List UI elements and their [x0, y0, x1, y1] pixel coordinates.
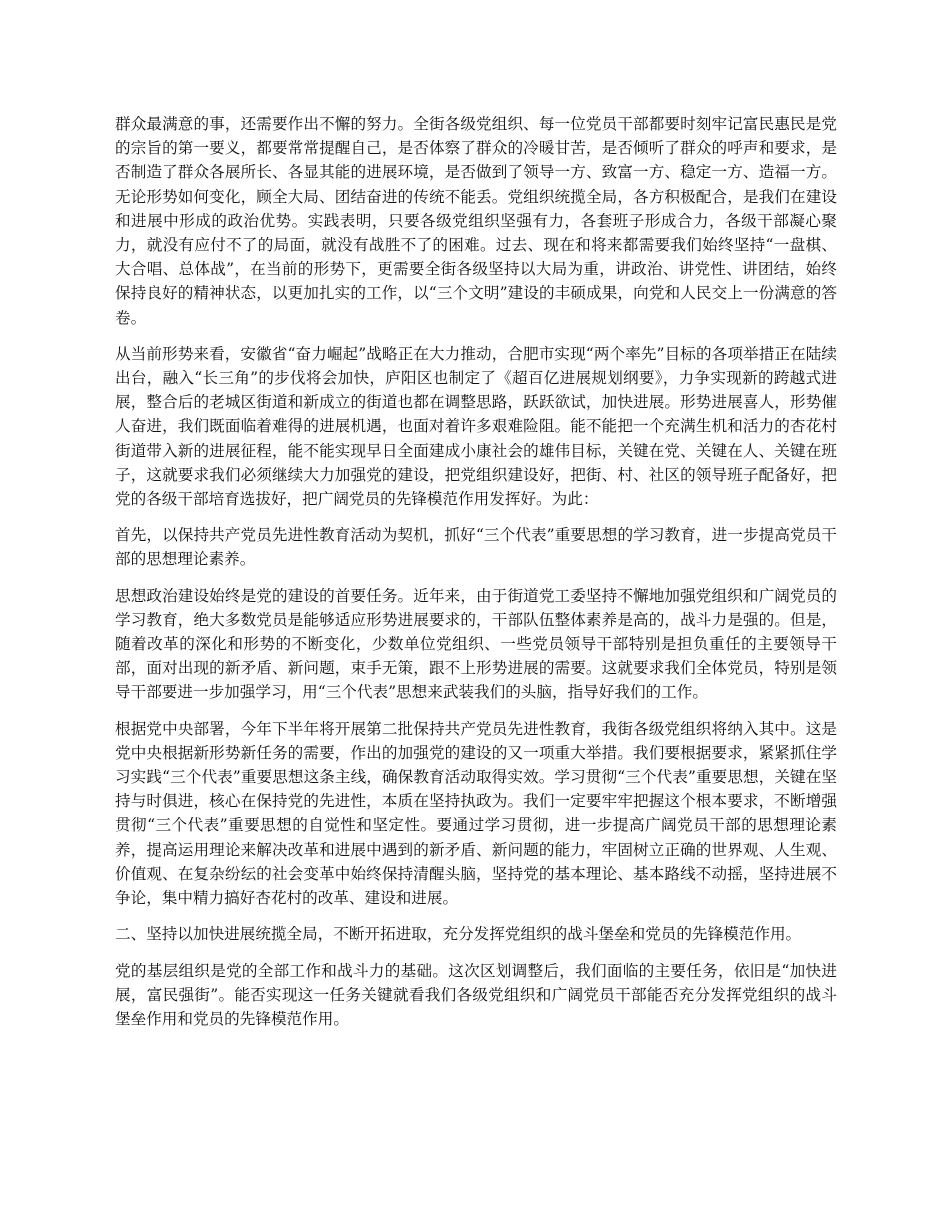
- paragraph-2: 从当前形势来看，安徽省“奋力崛起”战略正在大力推动，合肥市实现“两个率先”目标的各项举措正在陆续出台，融入“长三角”的步伐将会加快，庐阳区也制定了《超百亿进展规划纲要》，力争实现新的跨越式进展，整合后的老城区街道和新成立的街道也都在调整思路，跃跃欲试，加快进展。形势进展喜人，形势催人奋进，我们既面临着难得的进展机遇，也面对着许多艰难险阻。能不能把一个充满生机和活力的杏花村街道带入新的进展征程，能不能实现早日全面建成小康社会的雄伟目标，关键在党、关键在人、关键在班子，这就要求我们必须继续大力加强党的建设，把党组织建设好，把街、村、社区的领导班子配备好，把党的各级干部培育选拔好，把广阔党员的先锋模范作用发挥好。为此：: [115, 344, 837, 509]
- paragraph-7: 党的基层组织是党的全部工作和战斗力的基础。这次区划调整后，我们面临的主要任务，依旧是“加快进展，富民强街”。能否实现这一任务关键就看我们各级党组织和广阔党员干部能否充分发挥党组织的战斗堡垒作用和党员的先锋模范作用。: [115, 961, 837, 1028]
- paragraph-4: 思想政治建设始终是党的建设的首要任务。近年来，由于街道党工委坚持不懈地加强党组织和广阔党员的学习教育，绝大多数党员是能够适应形势进展要求的，干部队伍整体素养是高的，战斗力是强的。但是，随着改革的深化和形势的不断变化，少数单位党组织、一些党员领导干部特别是担负重任的主要领导干部，面对出现的新矛盾、新问题，束手无策，跟不上形势进展的需要。这就要求我们全体党员，特别是领导干部要进一步加强学习，用“三个代表”思想来武装我们的头脑，指导好我们的工作。: [115, 586, 837, 702]
- section-heading-2: 二、坚持以加快进展统揽全局，不断开拓进取，充分发挥党组织的战斗堡垒和党员的先锋模范作用。: [115, 925, 802, 944]
- document-page: [115, 112, 837, 1043]
- paragraph-5: 根据党中央部署，今年下半年将开展第二批保持共产党员先进性教育，我街各级党组织将纳入其中。这是党中央根据新形势新任务的需要，作出的加强党的建设的又一项重大举措。我们要根据要求，紧紧抓住学习实践“三个代表”重要思想这条主线，确保教育活动取得实效。学习贯彻“三个代表”重要思想，关键在坚持与时俱进，核心在保持党的先进性，本质在坚持执政为。我们一定要牢牢把握这个根本要求，不断增强贯彻“三个代表”重要思想的自觉性和坚定性。要通过学习贯彻，进一步提高广阔党员干部的思想理论素养，提高运用理论来解决改革和进展中遇到的新矛盾、新问题的能力，牢固树立正确的世界观、人生观、价值观、在复杂纷纭的社会变革中始终保持清醒头脑，坚持党的基本理论、基本路线不动摇，坚持进展不争论，集中精力搞好杏花村的改革、建设和进展。: [115, 719, 837, 908]
- paragraph-3: 首先，以保持共产党员先进性教育活动为契机，抓好“三个代表”重要思想的学习教育，进一步提高党员干部的思想理论素养。: [115, 526, 837, 569]
- paragraph-1: 群众最满意的事，还需要作出不懈的努力。全街各级党组织、每一位党员干部都要时刻牢记富民惠民是党的宗旨的第一要义，都要常常提醒自己，是否体察了群众的冷暖甘苦，是否倾听了群众的呼声和要求，是否制造了群众各展所长、各显其能的进展环境，是否做到了领导一方、致富一方、稳定一方、造福一方。无论形势如何变化，顾全大局、团结奋进的传统不能丢。党组织统揽全局，各方积极配合，是我们在建设和进展中形成的政治优势。实践表明，只要各级党组织坚强有力，各套班子形成合力，各级干部凝心聚力，就没有应付不了的局面，就没有战胜不了的困难。过去、现在和将来都需要我们始终坚持“一盘棋、大合唱、总体战”，在当前的形势下，更需要全街各级坚持以大局为重，讲政治、讲党性、讲团结，始终保持良好的精神状态，以更加扎实的工作，以“三个文明”建设的丰硕成果，向党和人民交上一份满意的答卷。: [115, 115, 837, 327]
